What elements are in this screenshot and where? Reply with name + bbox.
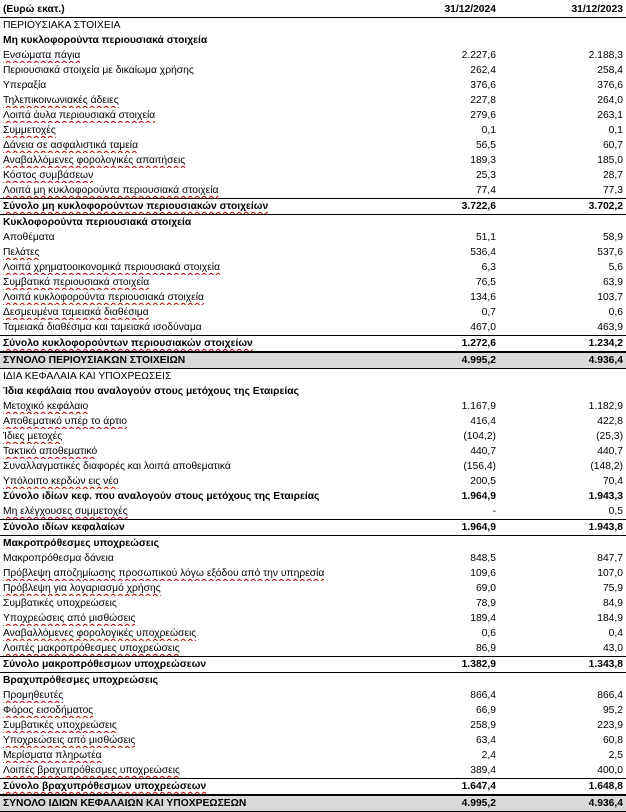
table-row: [0, 444, 626, 459]
value-2024: 1.272,6: [461, 338, 496, 349]
value-2024: 200,5: [470, 476, 496, 487]
value-2023: 1.943,3: [588, 491, 623, 502]
row-label: Συναλλαγματικές διαφορές και λοιπά αποθεματικά: [3, 461, 231, 472]
row-label: ΠΕΡΙΟΥΣΙΑΚΑ ΣΤΟΙΧΕΙΑ: [3, 20, 121, 31]
table-row: [0, 108, 626, 123]
table-row: [0, 748, 626, 763]
table-row: [0, 673, 626, 688]
row-label: Προμηθευτές: [3, 690, 64, 701]
row-label: Συμβατικά περιουσιακά στοιχεία: [3, 277, 150, 288]
value-2023: 63,9: [602, 277, 623, 288]
row-label: Συμμετοχές: [3, 125, 56, 136]
value-2023: 70,4: [602, 476, 623, 487]
value-2023: 537,6: [597, 247, 623, 258]
table-row: [0, 504, 626, 519]
row-label: Σύνολο ιδίων κεφαλαίων: [3, 522, 125, 533]
row-label: Λοιπά άυλα περιουσιακά στοιχεία: [3, 110, 156, 121]
row-label: Λοιπές μακροπρόθεσμες υποχρεώσεις: [3, 643, 180, 654]
table-row: [0, 581, 626, 596]
value-2024: 1.167,9: [461, 401, 496, 412]
value-2023: (25,3): [596, 431, 623, 442]
header-row: [0, 2, 626, 18]
table-row: [0, 566, 626, 581]
value-2023: 75,9: [602, 583, 623, 594]
table-row: [0, 18, 626, 33]
table-row: [0, 275, 626, 290]
row-label: Αναβαλλόμενες φορολογικές απαιτήσεις: [3, 155, 186, 166]
value-2024: 63,4: [475, 735, 496, 746]
table-row: [0, 93, 626, 108]
table-row: [0, 611, 626, 626]
table-row: [0, 429, 626, 444]
value-2024: 0,7: [481, 307, 496, 318]
row-label: Μακροπρόθεσμες υποχρεώσεις: [3, 538, 160, 549]
value-2024: 440,7: [470, 446, 496, 457]
value-2023: 376,6: [597, 80, 623, 91]
table-row: [0, 384, 626, 399]
value-2023: 847,7: [597, 553, 623, 564]
table-row: [0, 656, 626, 673]
unit-label: (Ευρώ εκατ.): [3, 4, 65, 15]
table-row: [0, 626, 626, 641]
value-2024: 848,5: [470, 553, 496, 564]
value-2024: 69,0: [475, 583, 496, 594]
table-row: [0, 733, 626, 748]
value-2023: 60,8: [602, 735, 623, 746]
row-label: Λοιπά μη κυκλοφορούντα περιουσιακά στοιχεία: [3, 185, 219, 196]
table-row: [0, 536, 626, 551]
row-label: Λοιπές βραχυπρόθεσμες υποχρεώσεις: [3, 765, 181, 776]
value-2023: 1.648,8: [588, 781, 623, 792]
value-2024: 86,9: [475, 643, 496, 654]
row-label: Μη ελέγχουσες συμμετοχές: [3, 506, 128, 517]
row-label: Δεσμευμένα ταμειακά διαθέσιμα: [3, 307, 149, 318]
row-label: Σύνολο βραχυπρόθεσμων υποχρεώσεων: [3, 781, 207, 792]
value-2024: 25,3: [475, 170, 496, 181]
value-2024: 66,9: [475, 705, 496, 716]
row-label: Λοιπά χρηματοοικονομικά περιουσιακά στοιχεία: [3, 262, 221, 273]
value-2023: 1.943,8: [588, 522, 623, 533]
value-2023: 107,0: [597, 568, 623, 579]
row-label: Μετοχικό κεφάλαιο: [3, 401, 89, 412]
row-label: Πελάτες: [3, 247, 40, 258]
value-2023: 3.702,2: [588, 201, 623, 212]
table-row: [0, 335, 626, 352]
row-label: Αποθεματικό υπέρ το άρτιο: [3, 416, 128, 427]
value-2024: 56,5: [475, 140, 496, 151]
row-label: Υποχρεώσεις από μισθώσεις: [3, 613, 136, 624]
row-label: Κόστος συμβάσεων: [3, 170, 94, 181]
row-label: Πρόβλεψη για λογαριασμό χρήσης: [3, 583, 161, 594]
value-2024: (156,4): [463, 461, 496, 472]
table-body: [0, 18, 626, 812]
value-2023: 43,0: [602, 643, 623, 654]
row-label: Ίδια κεφάλαια που αναλογούν στους μετόχους της Εταιρείας: [3, 386, 299, 397]
value-2024: 3.722,6: [461, 201, 496, 212]
table-row: [0, 230, 626, 245]
row-label: Βραχυπρόθεσμες υποχρεώσεις: [3, 675, 159, 686]
value-2023: 4.936,4: [588, 355, 623, 366]
value-2024: 262,4: [470, 65, 496, 76]
row-label: ΣΥΝΟΛΟ ΠΕΡΙΟΥΣΙΑΚΩΝ ΣΤΟΙΧΕΙΩΝ: [3, 355, 186, 366]
value-2023: 184,9: [597, 613, 623, 624]
table-row: [0, 320, 626, 335]
row-label: Αποθέματα: [3, 232, 55, 243]
table-row: [0, 718, 626, 733]
value-2023: 440,7: [597, 446, 623, 457]
value-2023: 400,0: [597, 765, 623, 776]
value-2024: 389,4: [470, 765, 496, 776]
value-2024: 189,3: [470, 155, 496, 166]
table-row: [0, 33, 626, 48]
value-2023: 95,2: [602, 705, 623, 716]
row-label: Συμβατικές υποχρεώσεις: [3, 720, 117, 731]
table-row: [0, 474, 626, 489]
value-2023: 103,7: [597, 292, 623, 303]
row-label: Ενσώματα πάγια: [3, 50, 81, 61]
value-2024: 536,4: [470, 247, 496, 258]
row-label: Σύνολο ιδίων κεφ. που αναλογούν στους μετόχους της Εταιρείας: [3, 491, 320, 502]
value-2023: 422,8: [597, 416, 623, 427]
table-row: [0, 48, 626, 63]
value-2023: 463,9: [597, 322, 623, 333]
table-row: [0, 414, 626, 429]
value-2024: 189,4: [470, 613, 496, 624]
value-2023: 5,6: [608, 262, 623, 273]
value-2023: 264,0: [597, 95, 623, 106]
value-2024: 76,5: [475, 277, 496, 288]
table-row: [0, 763, 626, 778]
row-label: Ταμειακά διαθέσιμα και ταμειακά ισοδύναμα: [3, 322, 202, 333]
row-label: Φόρος εισοδήματος: [3, 705, 94, 716]
table-row: [0, 778, 626, 795]
value-2024: (104,2): [463, 431, 496, 442]
row-label: Ίδιες μετοχές: [3, 431, 63, 442]
value-2024: 416,4: [470, 416, 496, 427]
table-row: [0, 260, 626, 275]
value-2024: 109,6: [470, 568, 496, 579]
table-row: [0, 305, 626, 320]
value-2023: 2.188,3: [588, 50, 623, 61]
table-row: [0, 153, 626, 168]
row-label: Υπεραξία: [3, 80, 47, 91]
table-row: [0, 78, 626, 93]
table-row: [0, 596, 626, 611]
value-2023: 0,4: [608, 628, 623, 639]
value-2024: 2.227,6: [461, 50, 496, 61]
value-2024: 4.995,2: [461, 355, 496, 366]
row-label: Μερίσματα πληρωτέα: [3, 750, 102, 761]
table-row: [0, 215, 626, 230]
row-label: Αναβαλλόμενες φορολογικές υποχρεώσεις: [3, 628, 197, 639]
value-2024: 77,4: [475, 185, 496, 196]
table-row: [0, 369, 626, 384]
value-2024: 78,9: [475, 598, 496, 609]
row-label: Μακροπρόθεσμα δάνεια: [3, 553, 114, 564]
value-2023: 1.234,2: [588, 338, 623, 349]
column-header-2023: 31/12/2023: [571, 4, 623, 15]
table-row: [0, 352, 626, 369]
value-2024: 51,1: [475, 232, 496, 243]
table-row: [0, 519, 626, 536]
table-row: [0, 123, 626, 138]
row-label: Κυκλοφορούντα περιουσιακά στοιχεία: [3, 217, 192, 228]
value-2024: 4.995,2: [461, 798, 496, 809]
value-2023: (148,2): [590, 461, 623, 472]
value-2024: 279,6: [470, 110, 496, 121]
row-label: Υπόλοιπο κερδών εις νέο: [3, 476, 119, 487]
table-row: [0, 795, 626, 812]
value-2023: 263,1: [597, 110, 623, 121]
value-2024: 227,8: [470, 95, 496, 106]
row-label: Περιουσιακά στοιχεία με δικαίωμα χρήσης: [3, 65, 194, 76]
table-row: [0, 138, 626, 153]
row-label: Τακτικό αποθεματικό: [3, 446, 98, 457]
table-row: [0, 551, 626, 566]
row-label: Τηλεπικοινωνιακές άδειες: [3, 95, 119, 106]
value-2023: 1.343,8: [588, 659, 623, 670]
value-2023: 77,3: [602, 185, 623, 196]
value-2024: 376,6: [470, 80, 496, 91]
row-label: Συμβατικές υποχρεώσεις: [3, 598, 117, 609]
value-2024: 0,1: [481, 125, 496, 136]
table-row: [0, 641, 626, 656]
table-row: [0, 245, 626, 260]
row-label: Σύνολο μη κυκλοφορούντων περιουσιακών στοιχείων: [3, 201, 269, 212]
table-row: [0, 459, 626, 474]
table-row: [0, 688, 626, 703]
value-2023: 0,1: [608, 125, 623, 136]
value-2023: 223,9: [597, 720, 623, 731]
value-2024: 467,0: [470, 322, 496, 333]
table-row: [0, 703, 626, 718]
value-2024: 0,6: [481, 628, 496, 639]
value-2024: 1.964,9: [461, 491, 496, 502]
value-2024: 6,3: [481, 262, 496, 273]
value-2023: 4.936,4: [588, 798, 623, 809]
table-row: [0, 183, 626, 198]
row-label: Πρόβλεψη αποζημίωσης προσωπικού λόγω εξόδου από την υπηρεσία: [3, 568, 325, 579]
row-label: ΙΔΙΑ ΚΕΦΑΛΑΙΑ ΚΑΙ ΥΠΟΧΡΕΩΣΕΙΣ: [3, 371, 172, 382]
value-2024: 134,6: [470, 292, 496, 303]
value-2023: 58,9: [602, 232, 623, 243]
table-row: [0, 290, 626, 305]
column-header-2024: 31/12/2024: [444, 4, 496, 15]
table-row: [0, 63, 626, 78]
row-label: Λοιπά κυκλοφορούντα περιουσιακά στοιχεία: [3, 292, 204, 303]
value-2023: 0,6: [608, 307, 623, 318]
value-2024: 1.647,4: [461, 781, 496, 792]
table-row: [0, 489, 626, 504]
table-row: [0, 168, 626, 183]
value-2024: 258,9: [470, 720, 496, 731]
value-2023: 185,0: [597, 155, 623, 166]
value-2024: 866,4: [470, 690, 496, 701]
value-2023: 866,4: [597, 690, 623, 701]
value-2023: 60,7: [602, 140, 623, 151]
table-row: [0, 198, 626, 215]
value-2023: 2,5: [608, 750, 623, 761]
row-label: Σύνολο μακροπρόθεσμων υποχρεώσεων: [3, 659, 207, 670]
row-label: Υποχρεώσεις από μισθώσεις: [3, 735, 136, 746]
value-2023: 84,9: [602, 598, 623, 609]
table-row: [0, 399, 626, 414]
value-2024: 1.382,9: [461, 659, 496, 670]
row-label: ΣΥΝΟΛΟ ΙΔΙΩΝ ΚΕΦΑΛΑΙΩΝ ΚΑΙ ΥΠΟΧΡΕΩΣΕΩΝ: [3, 798, 247, 809]
value-2023: 1.182,9: [588, 401, 623, 412]
value-2024: -: [492, 506, 496, 517]
row-label: Δάνεια σε ασφαλιστικά ταμεία: [3, 140, 139, 151]
value-2023: 0,5: [608, 506, 623, 517]
value-2024: 2,4: [481, 750, 496, 761]
row-label: Μη κυκλοφορούντα περιουσιακά στοιχεία: [3, 35, 208, 46]
value-2023: 258,4: [597, 65, 623, 76]
value-2024: 1.964,9: [461, 522, 496, 533]
value-2023: 28,7: [602, 170, 623, 181]
row-label: Σύνολο κυκλοφορούντων περιουσιακών στοιχείων: [3, 338, 253, 349]
